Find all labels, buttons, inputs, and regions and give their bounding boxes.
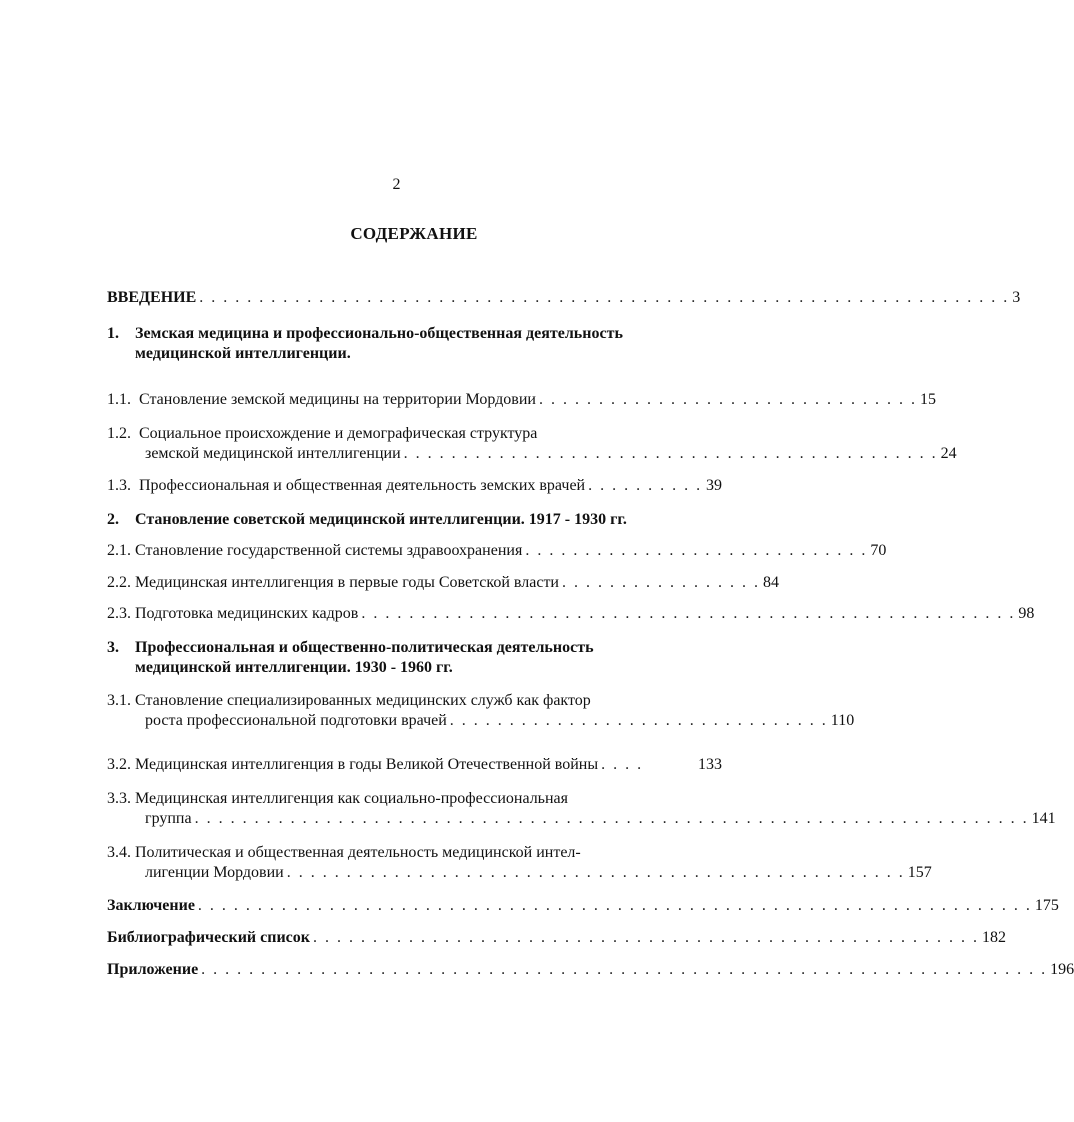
section-page: 15	[919, 391, 936, 408]
chapter-number: 2.	[107, 511, 119, 528]
chapter-title-line1: Земская медицина и профессионально-общественная деятельность	[135, 325, 623, 342]
toc-chapter-2	[107, 510, 722, 530]
toc-entry-page: 196	[1050, 961, 1074, 978]
dot-leader: . . . . . . . . . . . . . . . . . . . . . . . . . . . . . . . .	[449, 712, 828, 729]
toc-chapter-1	[107, 324, 722, 364]
toc-entry-label: Библиографический список	[107, 929, 310, 946]
section-page: 110	[830, 712, 855, 729]
toc-entry-page: 182	[981, 929, 1006, 946]
section-page: 157	[907, 864, 932, 881]
section-title: Становление государственной системы здравоохранения	[135, 542, 523, 559]
section-number: 3.4.	[107, 844, 131, 861]
section-number: 2.1.	[107, 542, 131, 559]
dot-leader: . . . . . . . . . . . . . . . . . . . . . . . . . . . . . . . . . . . . . . . . . . . . . . . . . . . . . . . . . . . . . . . . . . . . . .	[197, 897, 1032, 914]
toc-section-3-1	[107, 691, 855, 731]
dot-leader: . . . . . . . . . . . . . . . . . . . . . . . . . . . . . . . . . . . . . . . . . . . . .	[403, 445, 938, 462]
toc-section-2-3	[107, 604, 1035, 624]
dot-leader: . . . .	[601, 756, 644, 773]
dot-leader: . . . . . . . . . .	[588, 477, 703, 494]
chapter-title-line2: медицинской интеллигенции. 1930 - 1960 гг.	[135, 659, 453, 676]
dot-leader: . . . . . . . . . . . . . . . . . . . . . . . . . . . . . . . .	[538, 391, 917, 408]
section-title: Становление земской медицины на территории Мордовии	[139, 391, 536, 408]
section-title: Профессиональная и общественная деятельность земских врачей	[139, 477, 586, 494]
section-page: 133	[698, 756, 722, 773]
chapter-number: 3.	[107, 639, 119, 656]
section-number: 3.2.	[107, 756, 131, 773]
chapter-title-line1: Профессиональная и общественно-политическая деятельность	[135, 639, 594, 656]
section-number: 3.3.	[107, 790, 131, 807]
toc-title: СОДЕРЖАНИЕ	[350, 224, 478, 243]
dot-leader: . . . . . . . . . . . . . . . . . . . . . . . . . . . . . . . . . . . . . . . . . . . . . . . . . . . . . . . . . . . . . . . . . . . . . .	[194, 810, 1029, 827]
toc-section-1-1	[107, 390, 936, 410]
section-number: 1.2.	[107, 425, 131, 442]
toc-section-3-4	[107, 843, 932, 883]
dot-leader: . . . . . . . . . . . . . . . . . . . . . . . . . . . . .	[525, 542, 868, 559]
section-title-line1: Становление специализированных медицинских служб как фактор	[135, 692, 591, 709]
section-title-line1: Медицинская интеллигенция как социально-профессиональная	[135, 790, 568, 807]
dot-leader: . . . . . . . . . . . . . . . . . . . . . . . . . . . . . . . . . . . . . . . . . . . . . . . . . . . . . . .	[361, 605, 1016, 622]
toc-section-3-2	[107, 755, 722, 775]
section-title-line2: лигенции Мордовии	[145, 864, 284, 881]
section-title: Подготовка медицинских кадров	[135, 605, 359, 622]
dot-leader: . . . . . . . . . . . . . . . . . . . . . . . . . . . . . . . . . . . . . . . . . . . . . . . . . . . . . . . . . . . . . . . . . . . . . . .	[201, 961, 1048, 978]
toc-section-1-2	[107, 424, 957, 464]
toc-entry-conclusion	[107, 896, 1059, 916]
dot-leader: . . . . . . . . . . . . . . . . . . . . . . . . . . . . . . . . . . . . . . . . . . . . . . . . . . . . . . . .	[312, 929, 979, 946]
chapter-number: 1.	[107, 325, 119, 342]
dot-leader: . . . . . . . . . . . . . . . . .	[562, 574, 760, 591]
toc-entry-label: ВВЕДЕНИЕ	[107, 289, 197, 306]
section-number: 1.3.	[107, 477, 131, 494]
chapter-title-line1: Становление советской медицинской интеллигенции. 1917 - 1930 гг.	[135, 511, 627, 528]
toc-entry-page: 175	[1034, 897, 1059, 914]
section-title-line2: группа	[145, 810, 192, 827]
toc-section-1-3	[107, 476, 722, 496]
toc-entry-bibliography	[107, 928, 1006, 948]
toc-entry-label: Заключение	[107, 897, 195, 914]
section-page: 39	[706, 477, 722, 494]
section-title: Медицинская интеллигенция в первые годы Советской власти	[135, 574, 559, 591]
toc-section-2-2	[107, 573, 779, 593]
dot-leader: . . . . . . . . . . . . . . . . . . . . . . . . . . . . . . . . . . . . . . . . . . . . . . . . . . . . . . . . . . . . . . . . . . . .	[199, 289, 1010, 306]
toc-entry-intro	[107, 288, 1021, 308]
section-number: 2.2.	[107, 574, 131, 591]
section-page: 24	[940, 445, 957, 462]
section-title-line1: Социальное происхождение и демографическая структура	[139, 425, 538, 442]
section-title: Медицинская интеллигенция в годы Великой Отечественной войны	[135, 756, 599, 773]
toc-section-3-3	[107, 789, 1056, 829]
section-number: 1.1.	[107, 391, 131, 408]
section-page: 84	[763, 574, 779, 591]
section-page: 70	[870, 542, 887, 559]
section-number: 3.1.	[107, 692, 131, 709]
section-number: 2.3.	[107, 605, 131, 622]
toc-entry-label: Приложение	[107, 961, 199, 978]
section-title-line2: земской медицинской интеллигенции	[145, 445, 401, 462]
toc-entry-page: 3	[1012, 289, 1021, 306]
section-page: 98	[1018, 605, 1035, 622]
section-title-line2: роста профессиональной подготовки врачей	[145, 712, 447, 729]
toc-section-2-1	[107, 541, 887, 561]
section-page: 141	[1031, 810, 1056, 827]
dot-leader: . . . . . . . . . . . . . . . . . . . . . . . . . . . . . . . . . . . . . . . . . . . . . . . . . . . .	[286, 864, 905, 881]
page-number: 2	[392, 176, 401, 193]
chapter-title-line2: медицинской интеллигенции.	[135, 345, 351, 362]
toc-chapter-3	[107, 638, 722, 678]
toc-entry-appendix	[107, 960, 1074, 980]
section-title-line1: Политическая и общественная деятельность медицинской интел-	[135, 844, 581, 861]
